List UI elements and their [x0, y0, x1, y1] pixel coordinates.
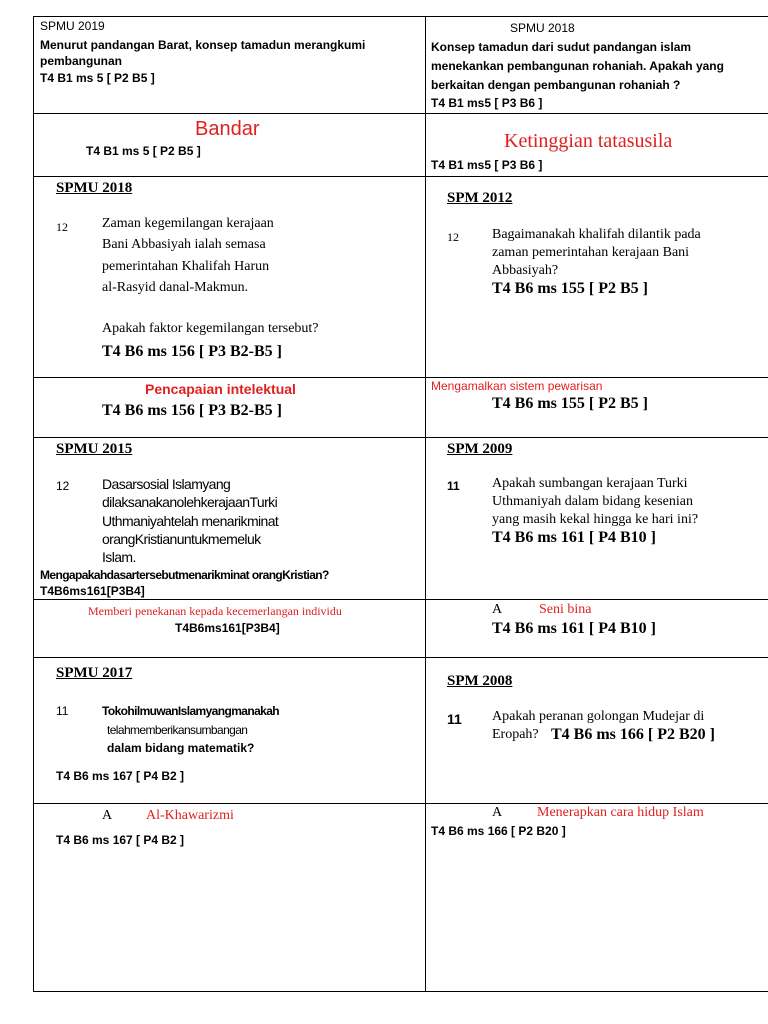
exam-code: SPM 2012	[447, 190, 513, 206]
question-number: 11	[56, 704, 69, 718]
answer-text: Menerapkan cara hidup Islam	[537, 805, 704, 820]
question-line: Apakah peranan golongan Mudejar di	[492, 709, 705, 724]
question-line: al-Rasyid danal-Makmun.	[102, 280, 249, 295]
answer-text: Seni bina	[539, 602, 592, 617]
question-line: orangKristianuntukmemeluk	[102, 531, 261, 547]
question-line: dilaksanakanolehkerajaanTurki	[102, 494, 278, 510]
reference: T4 B6 ms 156 [ P3 B2-B5 ]	[102, 343, 282, 360]
question-line: Menurut pandangan Barat, konsep tamadun merangkumi	[40, 38, 366, 52]
option-letter: A	[492, 805, 503, 820]
question-number: 12	[447, 230, 459, 244]
question-line: dalam bidang matematik?	[107, 741, 255, 755]
question-line: menekankan pembangunan rohaniah. Apakah yang	[431, 59, 724, 73]
question-line: Bani Abbasiyah ialah semasa	[102, 237, 266, 252]
exam-code: SPMU 2018	[510, 21, 575, 35]
reference: T4 B1 ms 5 [ P2 B5 ]	[86, 144, 201, 158]
question-line: Dasarsosial Islamyang	[102, 476, 231, 492]
reference: T4 B6 ms 166 [ P2 B20 ]	[551, 726, 715, 743]
answer-text: Pencapaian intelektual	[145, 381, 296, 397]
reference: T4 B6 ms 166 [ P2 B20 ]	[431, 824, 566, 838]
question-line: Konsep tamadun dari sudut pandangan islam	[431, 40, 692, 54]
question-line: Zaman kegemilangan kerajaan	[102, 216, 274, 231]
question-line: pembangunan	[40, 54, 123, 68]
reference: T4 B1 ms 5 [ P2 B5 ]	[40, 71, 155, 85]
question-line: Uthmaniyah dalam bidang kesenian	[492, 494, 693, 509]
exam-code: SPMU 2017	[56, 665, 133, 681]
question-line: Eropah?	[492, 727, 539, 742]
question-line: Abbasiyah?	[492, 263, 559, 278]
question-line: Bagaimanakah khalifah dilantik pada	[492, 227, 701, 242]
question-number: 12	[56, 479, 70, 493]
question-line: Apakah faktor kegemilangan tersebut?	[102, 321, 319, 336]
question-line: Mengapakahdasartersebutmenarikminat orangKristian?	[40, 568, 329, 582]
answer-text: Ketinggian tatasusila	[504, 130, 673, 152]
reference: T4 B6 ms 156 [ P3 B2-B5 ]	[102, 402, 282, 419]
reference: T4 B6 ms 155 [ P2 B5 ]	[492, 395, 648, 412]
reference: T4B6ms161[P3B4]	[175, 621, 280, 635]
question-number: 12	[56, 220, 68, 234]
exam-code: SPM 2009	[447, 441, 513, 457]
reference: T4 B1 ms5 [ P3 B6 ]	[431, 96, 543, 110]
reference: T4 B6 ms 161 [ P4 B10 ]	[492, 529, 656, 546]
row-divider	[34, 599, 768, 600]
row-divider	[34, 657, 768, 658]
row-divider	[34, 437, 768, 438]
row-divider	[34, 377, 768, 378]
question-line: telahmemberikansumbangan	[107, 723, 248, 737]
question-line: TokohilmuwanIslamyangmanakah	[102, 704, 280, 718]
question-table	[33, 16, 768, 992]
reference: T4 B6 ms 167 [ P4 B2 ]	[56, 833, 185, 847]
question-number: 11	[447, 479, 460, 493]
answer-text: Mengamalkan sistem pewarisan	[431, 379, 603, 393]
answer-text: Memberi penekanan kepada kecemerlangan individu	[88, 604, 342, 618]
exam-code: SPM 2008	[447, 673, 513, 689]
exam-code: SPMU 2019	[40, 19, 105, 33]
question-line: Islam.	[102, 549, 136, 565]
reference: T4 B6 ms 167 [ P4 B2 ]	[56, 769, 185, 783]
answer-text: Al-Khawarizmi	[146, 808, 234, 823]
answer-text: Bandar	[195, 118, 260, 140]
reference: T4 B6 ms 161 [ P4 B10 ]	[492, 620, 656, 637]
question-line: yang masih kekal hingga ke hari ini?	[492, 512, 699, 527]
reference: T4B6ms161[P3B4]	[40, 584, 145, 598]
exam-code: SPMU 2015	[56, 441, 133, 457]
reference: T4 B1 ms5 [ P3 B6 ]	[431, 158, 543, 172]
exam-code: SPMU 2018	[56, 180, 133, 196]
reference: T4 B6 ms 155 [ P2 B5 ]	[492, 280, 648, 297]
option-letter: A	[492, 602, 503, 617]
column-divider	[425, 17, 426, 991]
question-line: berkaitan dengan pembangunan rohaniah ?	[431, 78, 681, 92]
question-line: Uthmaniyahtelah menarikminat	[102, 513, 279, 529]
question-number: 11	[447, 711, 462, 727]
option-letter: A	[102, 808, 113, 823]
row-divider	[34, 803, 768, 804]
row-divider	[34, 176, 768, 177]
question-line: Apakah sumbangan kerajaan Turki	[492, 476, 688, 491]
question-line: pemerintahan Khalifah Harun	[102, 259, 270, 274]
question-line: zaman pemerintahan kerajaan Bani	[492, 245, 690, 260]
row-divider	[34, 113, 768, 114]
